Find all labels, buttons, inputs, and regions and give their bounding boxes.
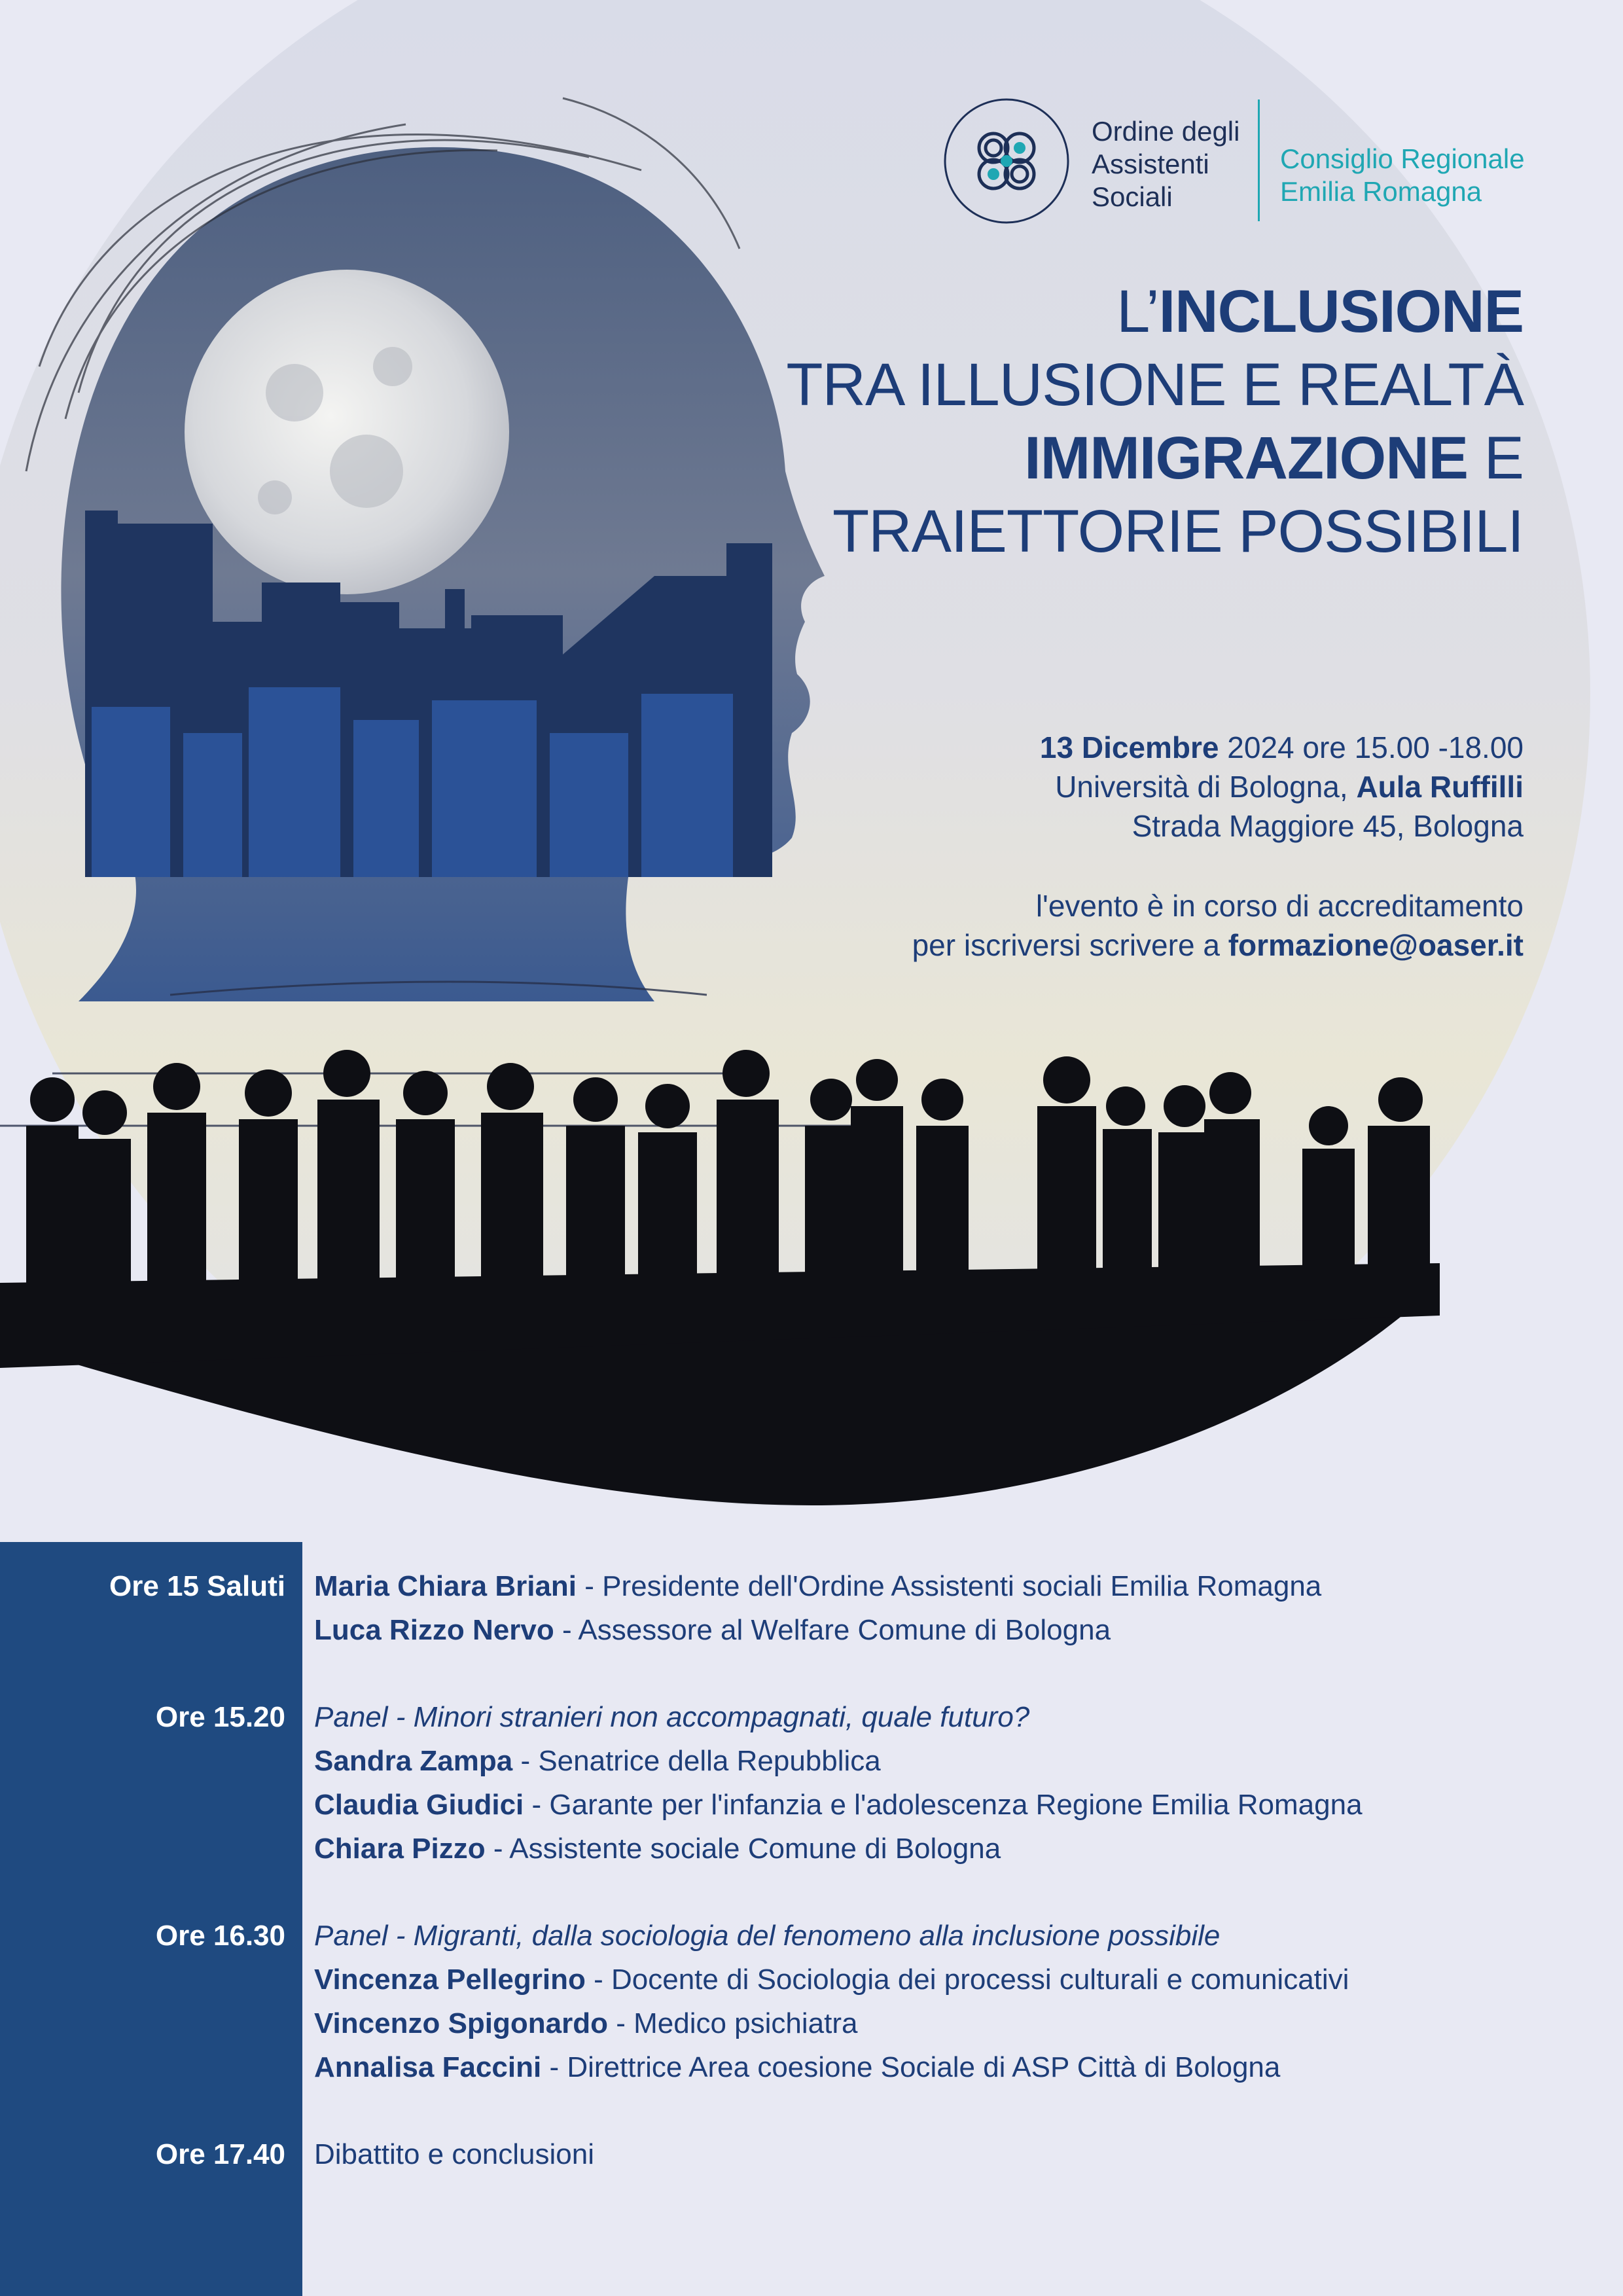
venue-prefix: Università di Bologna, [1055, 770, 1357, 804]
session-time: Ore 17.40 [155, 2138, 285, 2170]
event-title [786, 275, 1524, 568]
speaker-row [314, 1827, 1623, 1871]
speaker-role: - Assistente sociale Comune di Bologna [485, 1833, 1001, 1865]
session-conclusions [0, 2132, 1623, 2176]
signup-email[interactable]: formazione@oaser.it [1228, 928, 1524, 962]
speaker-role: - Garante per l'infanzia e l'adolescenza Regione Emilia Romagna [524, 1789, 1363, 1821]
speaker-row [314, 1783, 1623, 1827]
speaker-role: - Assessore al Welfare Comune di Bologna [554, 1614, 1111, 1646]
org-name-line1: Ordine degli [1092, 116, 1240, 147]
speaker-role: - Docente di Sociologia dei processi culturali e comunicativi [585, 1964, 1349, 1996]
speaker-row [314, 1958, 1623, 2001]
speaker-row [314, 1739, 1623, 1783]
session-panel-minors [0, 1695, 1623, 1871]
speaker-row [314, 1564, 1623, 1608]
conclusions-text: Dibattito e conclusioni [314, 2138, 595, 2170]
event-time: 2024 ore 15.00 -18.00 [1219, 730, 1524, 764]
session-time: Ore 16.30 [155, 1920, 285, 1952]
speaker-name: Claudia Giudici [314, 1789, 524, 1821]
region-name [1280, 143, 1525, 208]
title-line4: TRAIETTORIE POSSIBILI [832, 498, 1524, 565]
title-line2: TRA ILLUSIONE E REALTÀ [786, 351, 1524, 418]
region-line1: Consiglio Regionale [1280, 143, 1525, 174]
speaker-name: Chiara Pizzo [314, 1833, 486, 1865]
venue-address: Strada Maggiore 45, Bologna [1132, 809, 1524, 843]
speaker-role: - Medico psichiatra [608, 2007, 858, 2039]
speaker-row [314, 2045, 1623, 2089]
organization-logo [942, 97, 1531, 228]
speaker-role: - Presidente dell'Ordine Assistenti sociali Emilia Romagna [577, 1570, 1322, 1602]
speaker-name: Vincenzo Spigonardo [314, 2007, 609, 2039]
signup-prefix: per iscriversi scrivere a [912, 928, 1228, 962]
speaker-row [314, 1608, 1623, 1652]
session-panel-migrants [0, 1914, 1623, 2089]
logo-divider [1258, 99, 1260, 221]
venue-room: Aula Ruffilli [1356, 770, 1524, 804]
speaker-name: Maria Chiara Briani [314, 1570, 577, 1602]
title-prefix: L’ [1116, 278, 1159, 345]
accreditation-note: l'evento è in corso di accreditamento [1035, 889, 1524, 923]
org-name-line2: Assistenti [1092, 149, 1209, 179]
title-line3-suffix: E [1468, 425, 1524, 492]
speaker-role: - Direttrice Area coesione Sociale di ASP Città di Bologna [541, 2051, 1281, 2083]
knot-logo-icon [942, 97, 1071, 225]
org-name-line3: Sociali [1092, 181, 1173, 212]
speaker-role: - Senatrice della Repubblica [512, 1745, 881, 1777]
session-time: Ore 15 Saluti [109, 1570, 285, 1602]
session-time: Ore 15.20 [155, 1701, 285, 1733]
moon [185, 270, 509, 594]
panel-title: Panel - Migranti, dalla sociologia del fenomeno alla inclusione possibile [314, 1920, 1221, 1952]
title-immigrazione: IMMIGRAZIONE [1024, 425, 1469, 492]
event-info [912, 728, 1524, 965]
event-date: 13 Dicembre [1039, 730, 1219, 764]
speaker-name: Vincenza Pellegrino [314, 1964, 586, 1996]
org-name [1092, 115, 1240, 213]
program [0, 1564, 1623, 2219]
session-greetings [0, 1564, 1623, 1652]
speaker-name: Sandra Zampa [314, 1745, 513, 1777]
title-inclusione: INCLUSIONE [1158, 278, 1524, 345]
panel-title: Panel - Minori stranieri non accompagnati, quale futuro? [314, 1701, 1030, 1733]
speaker-name: Annalisa Faccini [314, 2051, 542, 2083]
region-line2: Emilia Romagna [1280, 176, 1482, 207]
speaker-row [314, 2001, 1623, 2045]
speaker-name: Luca Rizzo Nervo [314, 1614, 554, 1646]
